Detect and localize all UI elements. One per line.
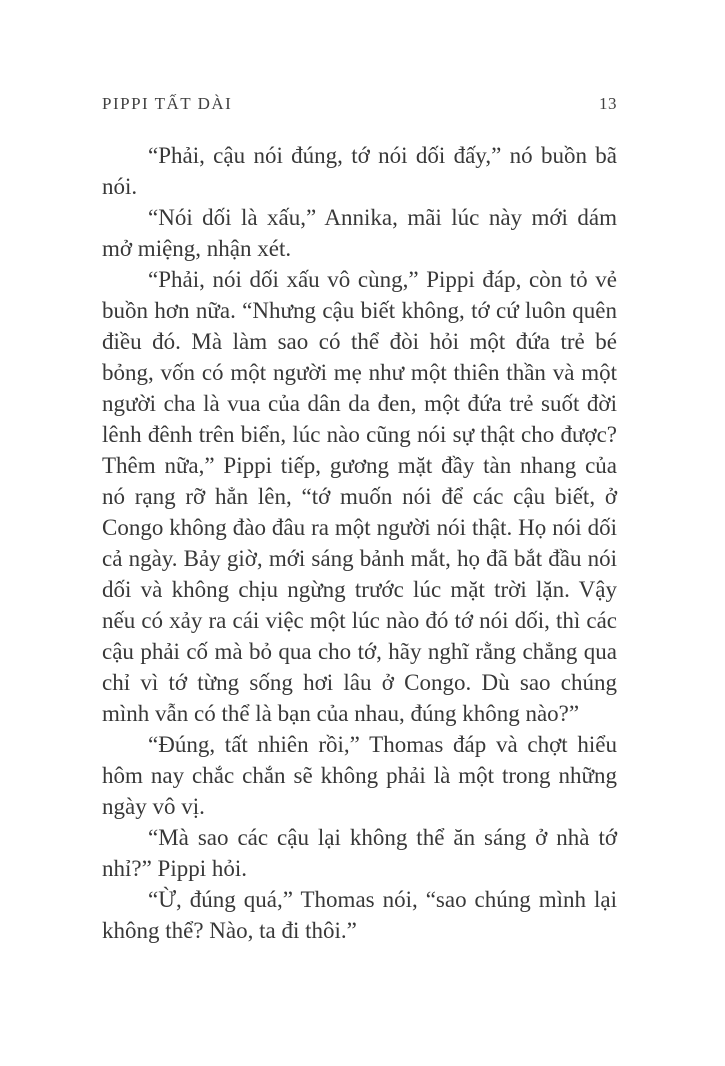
paragraph-1: “Phải, cậu nói đúng, tớ nói dối đấy,” nó buồn bã nói. xyxy=(102,143,617,199)
paragraph-2: “Nói dối là xấu,” Annika, mãi lúc này mới dám mở miệng, nhận xét. xyxy=(102,205,617,261)
page-number: 13 xyxy=(599,94,617,113)
paragraph-4: “Đúng, tất nhiên rồi,” Thomas đáp và chợt hiểu hôm nay chắc chắn sẽ không phải là một trong những ngày vô vị. xyxy=(102,732,617,819)
paragraph-3: “Phải, nói dối xấu vô cùng,” Pippi đáp, còn tỏ vẻ buồn hơn nữa. “Nhưng cậu biết không, tớ cứ luôn quên điều đó. Mà làm sao có thể đòi hỏi một đứa trẻ bé bỏng, vốn có một người mẹ như một thiên thần và một người cha là vua của dân da đen, một đứa trẻ suốt đời lênh đênh trên biển, lúc nào cũng nói sự thật cho được? Thêm nữa,” Pippi tiếp, gương mặt đầy tàn nhang của nó rạng rỡ hẳn lên, “tớ muốn nói để các cậu biết, ở Congo không đào đâu ra một người nói thật. Họ nói dối cả ngày. Bảy giờ, mới sáng bảnh mắt, họ đã bắt đầu nói dối và không chịu ngừng trước lúc mặt trời lặn. Vậy nếu có xảy ra cái việc một lúc nào đó tớ nói dối, thì các cậu phải cố mà bỏ qua cho tớ, hãy nghĩ rằng chẳng qua chỉ vì tớ từng sống hơi lâu ở Congo. Dù sao chúng mình vẫn có thể là bạn của nhau, đúng không nào?” xyxy=(102,267,617,726)
paragraph-5: “Mà sao các cậu lại không thể ăn sáng ở nhà tớ nhỉ?” Pippi hỏi. xyxy=(102,825,617,881)
running-header xyxy=(102,93,617,114)
running-header-title: PIPPI TẤT DÀI xyxy=(102,94,233,113)
body-text xyxy=(102,140,617,946)
paragraph-6: “Ừ, đúng quá,” Thomas nói, “sao chúng mình lại không thể? Nào, ta đi thôi.” xyxy=(102,887,617,943)
